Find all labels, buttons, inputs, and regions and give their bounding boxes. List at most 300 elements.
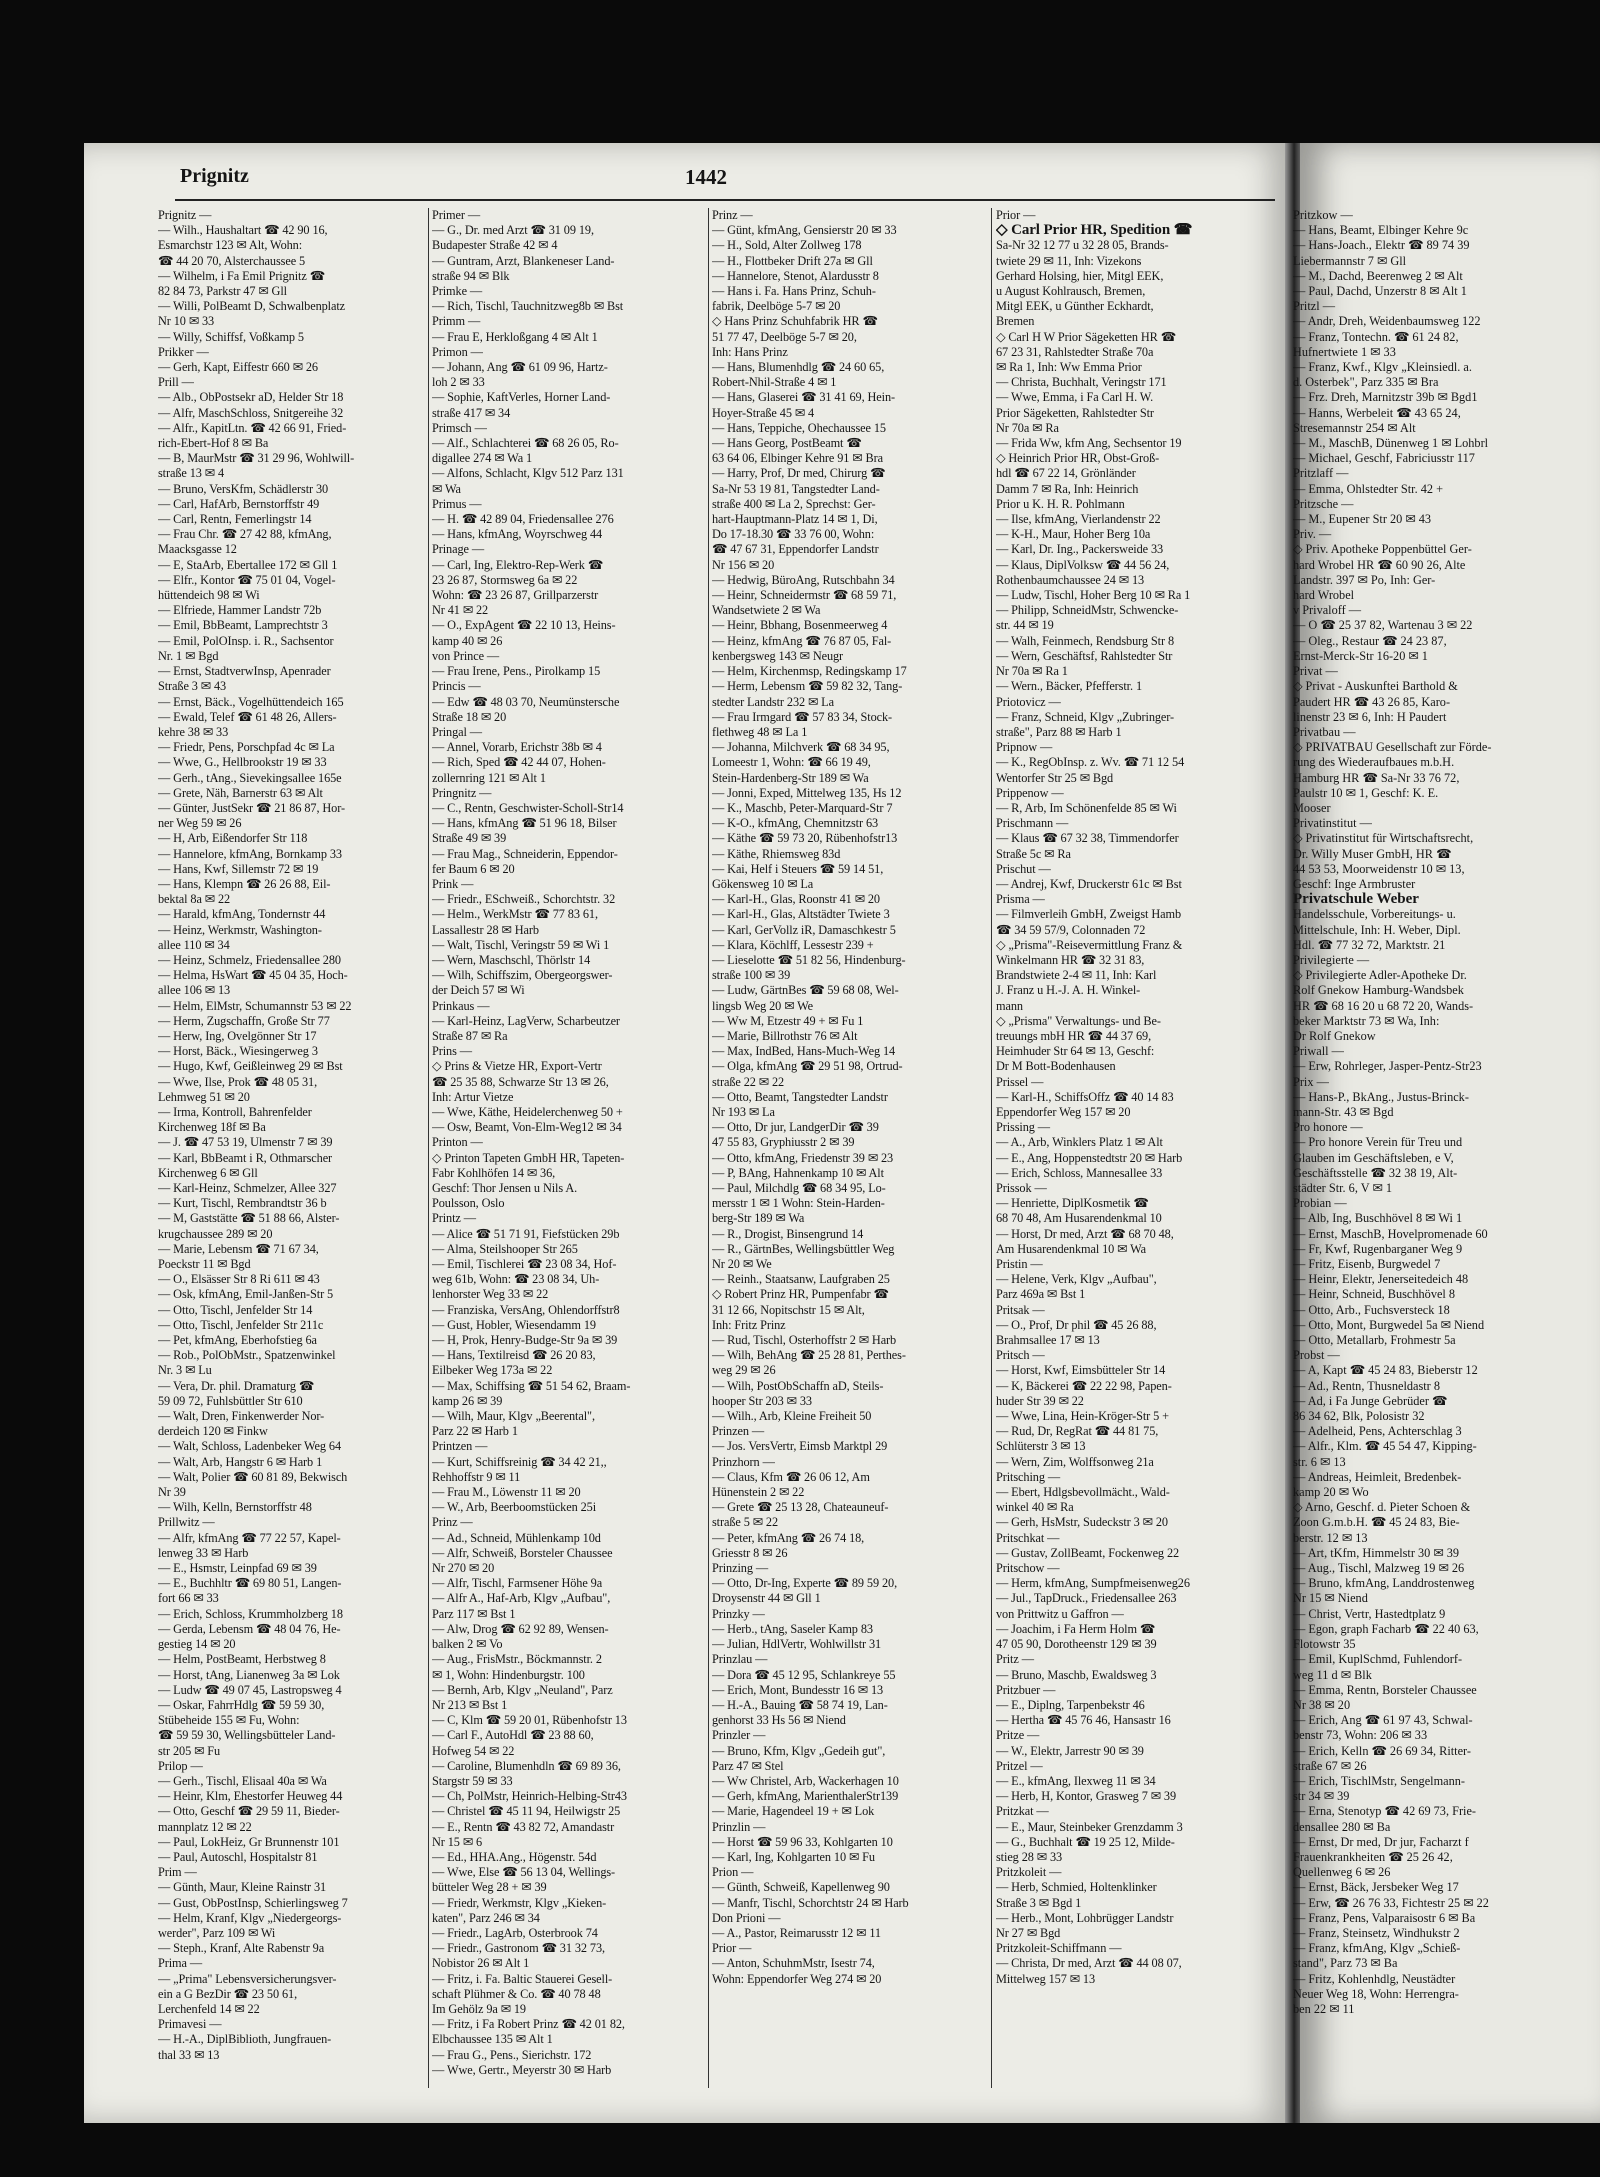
directory-entry-line: ein a G BezDir ☎ 23 50 61, xyxy=(158,1986,298,2001)
facing-page-column xyxy=(1293,208,1593,2017)
directory-column-1 xyxy=(158,208,443,2063)
directory-entry-line: — Ernst, Bäck., Vogelhüttendeich 165 xyxy=(158,694,344,709)
directory-entry-line: — Filmverleih GmbH, Zweigst Hamb xyxy=(996,907,1181,922)
directory-entry-line: — O ☎ 25 37 82, Wartenau 3 ✉ 22 xyxy=(1293,618,1473,633)
directory-entry-line: — Adelheid, Pens, Achterschlag 3 xyxy=(1293,1424,1462,1439)
directory-entry-line: Winkelmann HR ☎ 32 31 83, xyxy=(996,952,1145,967)
directory-entry-line: Nr 41 ✉ 22 xyxy=(432,603,489,618)
directory-entry-line: lenweg 33 ✉ Harb xyxy=(158,1545,249,1560)
directory-entry-line: — Käthe ☎ 59 73 20, Rübenhofstr13 xyxy=(712,831,898,846)
directory-entry-line: — Christa, Buchhalt, Veringstr 171 xyxy=(996,375,1167,390)
directory-entry-line: — Herb., Mont, Lohbrügger Landstr xyxy=(996,1910,1174,1925)
directory-entry-line: Priv. — xyxy=(1293,527,1332,542)
directory-entry-line: — Alf., Schlachterei ☎ 68 26 05, Ro- xyxy=(432,436,619,451)
directory-entry-line: Primer — xyxy=(432,208,481,222)
directory-entry-line: — Heinr, Bbhang, Bosenmeerweg 4 xyxy=(712,618,888,633)
directory-entry-line: — Klaus ☎ 67 32 38, Timmendorfer xyxy=(996,831,1179,846)
directory-entry-line: Sa-Nr 53 19 81, Tangstedter Land- xyxy=(712,481,880,496)
directory-entry-line: Prissok — xyxy=(996,1181,1047,1195)
directory-entry-line: — Frau Irene, Pens., Pirolkamp 15 xyxy=(432,664,601,679)
directory-entry-line: — Erich, Mont, Bundesstr 16 ✉ 13 xyxy=(712,1682,884,1697)
directory-entry-line: — O., Prof, Dr phil ☎ 45 26 88, xyxy=(996,1317,1157,1332)
directory-entry-line: — Lieselotte ☎ 51 82 56, Hindenburg- xyxy=(712,952,906,967)
directory-entry-line: — E., Maur, Steinbeker Grenzdamm 3 xyxy=(996,1819,1183,1834)
directory-entry-line: — Willi, PolBeamt D, Schwalbenplatz xyxy=(158,299,346,314)
directory-entry-line: J. Franz u H.-J. A. H. Winkel- xyxy=(996,983,1141,998)
directory-entry-line: Prignitz — xyxy=(158,208,212,222)
directory-entry-line: — E., Hsmstr, Leinpfad 69 ✉ 39 xyxy=(158,1561,317,1576)
directory-entry-line: Am Husarendenkmal 10 ✉ Wa xyxy=(996,1241,1147,1256)
directory-entry-line: — Rud, Dr, RegRat ☎ 44 81 75, xyxy=(996,1424,1159,1439)
directory-entry-line: — Carl, Ing, Elektro-Rep-Werk ☎ xyxy=(432,557,604,572)
directory-entry-line: Hoyer-Straße 45 ✉ 4 xyxy=(712,405,815,420)
directory-entry-line: — Ernst, MaschB, Hovelpromenade 60 xyxy=(1293,1226,1488,1241)
directory-entry-line: — Helm., WerkMstr ☎ 77 83 61, xyxy=(432,907,598,922)
directory-entry-line: — Emma, Ohlstedter Str. 42 + xyxy=(1293,481,1444,496)
directory-entry-line: — Walt, Dren, Finkenwerder Nor- xyxy=(158,1409,325,1424)
directory-entry-line: ◇ Arno, Geschf. d. Pieter Schoen & xyxy=(1293,1500,1471,1515)
directory-entry-line: HR ☎ 68 16 20 u 68 72 20, Wands- xyxy=(1293,998,1474,1013)
directory-entry-line: Neuer Weg 18, Wohn: Herrengra- xyxy=(1293,1986,1459,2001)
directory-entry-line: Prischut — xyxy=(996,861,1051,876)
directory-entry-line: benstr 73, Wohn: 206 ✉ 33 xyxy=(1293,1728,1428,1743)
directory-entry-line: — Fritz, i. Fa. Baltic Stauerei Gesell- xyxy=(432,1971,613,1986)
directory-entry-line: — Hans, Kwf, Sillemstr 72 ✉ 19 xyxy=(158,861,319,876)
directory-entry-line: Rehhoffstr 9 ✉ 11 xyxy=(432,1469,521,1484)
directory-entry-line: Stein-Hardenberg-Str 189 ✉ Wa xyxy=(712,770,869,785)
directory-entry-line: ◇ Robert Prinz HR, Pumpenfabr ☎ xyxy=(712,1287,889,1302)
directory-entry-line: Paudert HR ☎ 43 26 85, Karo- xyxy=(1293,694,1451,709)
directory-entry-line: — Otto, Dr-Ing, Experte ☎ 89 59 20, xyxy=(712,1576,898,1591)
directory-entry-line: — Sophie, KaftVerles, Horner Land- xyxy=(432,390,611,405)
directory-entry-line: Pristin — xyxy=(996,1257,1043,1272)
directory-entry-line: — Frau Mag., Schneiderin, Eppendor- xyxy=(432,846,618,861)
directory-entry-line: — Alfr, Tischl, Farmsener Höhe 9a xyxy=(432,1576,603,1591)
directory-entry-line: Droysenstr 44 ✉ Gll 1 xyxy=(712,1591,821,1606)
directory-entry-line: — Joachim, i Fa Herm Holm ☎ xyxy=(996,1621,1156,1636)
directory-entry-line: — Herb, Schmied, Holtenklinker xyxy=(996,1880,1157,1895)
directory-column-4 xyxy=(996,208,1281,1987)
directory-entry-line: — Walt, Polier ☎ 60 81 89, Bekwisch xyxy=(158,1469,348,1484)
directory-entry-line: 59 09 72, Fuhlsbüttler Str 610 xyxy=(158,1393,303,1408)
directory-entry-line: — Otto, Metallarb, Frohmestr 5a xyxy=(1293,1333,1456,1348)
directory-entry-line: — Alw, Drog ☎ 62 92 89, Wensen- xyxy=(432,1621,609,1636)
directory-entry-line: ✉ Wa xyxy=(432,481,461,496)
directory-entry-line: densallee 280 ✉ Ba xyxy=(1293,1819,1391,1834)
directory-entry-line: ◇ Privilegierte Adler-Apotheke Dr. xyxy=(1293,968,1467,983)
directory-entry-line: Pritsch — xyxy=(996,1348,1045,1363)
directory-entry-line: — Franz, Kwf., Klgv „Kleinsiedl. a. xyxy=(1293,360,1472,375)
directory-entry-line: — Marie, Hagendeel 19 + ✉ Lok xyxy=(712,1804,875,1819)
directory-entry-line: — Hannelore, Stenot, Alardusstr 8 xyxy=(712,268,879,283)
directory-entry-line: — Julian, HdlVertr, Wohlwillstr 31 xyxy=(712,1637,882,1652)
directory-entry-line: straße 417 ✉ 34 xyxy=(432,405,511,420)
directory-entry-line: Prinz — xyxy=(432,1515,473,1530)
directory-entry-line: Privatinstitut — xyxy=(1293,816,1372,831)
directory-entry-line: Glauben im Geschäftsleben, e V, xyxy=(1293,1150,1454,1165)
directory-entry-line: — Bruno, Kfm, Klgv „Gedeih gut", xyxy=(712,1743,886,1758)
directory-entry-line: Zoon G.m.b.H. ☎ 45 24 83, Bie- xyxy=(1293,1515,1460,1530)
directory-entry-line: — Walh, Feinmech, Rendsburg Str 8 xyxy=(996,633,1174,648)
directory-entry-line: fer Baum 6 ✉ 20 xyxy=(432,861,515,876)
directory-entry-line: — Fritz, i Fa Robert Prinz ☎ 42 01 82, xyxy=(432,2017,625,2032)
directory-entry-line: Prior u K. H. R. Pohlmann xyxy=(996,496,1125,511)
directory-entry-line: Wohn: ☎ 23 26 87, Grillparzerstr xyxy=(432,588,599,603)
directory-entry-line: — Claus, Kfm ☎ 26 06 12, Am xyxy=(712,1469,870,1484)
directory-entry-line: — Paul, Milchdlg ☎ 68 34 95, Lo- xyxy=(712,1181,886,1195)
directory-entry-line: — Caroline, Blumenhdln ☎ 69 89 36, xyxy=(432,1758,621,1773)
directory-entry-line: Stübeheide 155 ✉ Fu, Wohn: xyxy=(158,1713,300,1728)
directory-entry-line: — Klara, Köchlff, Lessestr 239 + xyxy=(712,937,874,952)
directory-entry-line: hart-Hauptmann-Platz 14 ✉ 1, Di, xyxy=(712,512,878,527)
directory-entry-line: — Wwe, G., Hellbrookstr 19 ✉ 33 xyxy=(158,755,327,770)
directory-entry-line: — Hans, Glaserei ☎ 31 41 69, Hein- xyxy=(712,390,896,405)
directory-entry-line: 68 70 48, Am Husarendenkmal 10 xyxy=(996,1211,1162,1226)
directory-entry-line: — Ewald, Telef ☎ 61 48 26, Allers- xyxy=(158,709,337,724)
directory-entry-line: — K, Bäckerei ☎ 22 22 98, Papen- xyxy=(996,1378,1172,1393)
directory-entry-line: hüttendeich 98 ✉ Wi xyxy=(158,588,260,603)
directory-entry-line: — Wilh., Haushaltart ☎ 42 90 16, xyxy=(158,223,328,238)
directory-entry-line: — H.-A., Bauing ☎ 58 74 19, Lan- xyxy=(712,1697,888,1712)
directory-entry-line: — Elfr., Kontor ☎ 75 01 04, Vogel- xyxy=(158,572,336,587)
directory-entry-line: — Erich, Ang ☎ 61 97 43, Schwal- xyxy=(1293,1713,1473,1728)
directory-entry-line: Nr 10 ✉ 33 xyxy=(158,314,215,329)
directory-entry-line: ☎ 34 59 57/9, Colonnaden 72 xyxy=(996,922,1146,937)
directory-entry-line: — Otto, Geschf ☎ 29 59 11, Bieder- xyxy=(158,1804,340,1819)
directory-entry-line: — H, Prok, Henry-Budge-Str 9a ✉ 39 xyxy=(432,1333,618,1348)
directory-entry-line: Pritzlaff — xyxy=(1293,466,1349,481)
directory-entry-line: — Fritz, Eisenb, Burgwedel 7 xyxy=(1293,1257,1441,1272)
directory-entry-line: Damm 7 ✉ Ra, Inh: Heinrich xyxy=(996,481,1139,496)
directory-entry-line: fort 66 ✉ 33 xyxy=(158,1591,219,1606)
directory-entry-line: Gerhard Holsing, hier, Mitgl EEK, xyxy=(996,268,1164,283)
directory-entry-line: — Horst, Bäck., Wiesingerweg 3 xyxy=(158,1044,318,1059)
directory-entry-line: — Hanns, Werbeleit ☎ 43 65 24, xyxy=(1293,405,1461,420)
directory-entry-line: — R., GärtnBes, Wellingsbüttler Weg xyxy=(712,1241,895,1256)
directory-entry-line: Pritzkow — xyxy=(1293,208,1353,222)
directory-entry-line: Primke — xyxy=(432,284,483,299)
directory-entry-line: — Wern., Bäcker, Pfefferstr. 1 xyxy=(996,679,1142,694)
directory-entry-line: — Wwe, Käthe, Heidelerchenweg 50 + xyxy=(432,1104,623,1119)
directory-entry-line: — Annel, Vorarb, Erichstr 38b ✉ 4 xyxy=(432,740,602,755)
directory-entry-line: hard Wrobel xyxy=(1293,588,1355,603)
directory-entry-line: — Erich, Schloss, Krummholzberg 18 xyxy=(158,1606,343,1621)
directory-entry-line: Privat — xyxy=(1293,664,1338,679)
directory-entry-line: — Elfriede, Hammer Landstr 72b xyxy=(158,603,322,618)
directory-entry-line: — Frau M., Löwenstr 11 ✉ 20 xyxy=(432,1485,581,1500)
directory-entry-line: — Harry, Prof, Dr med, Chirurg ☎ xyxy=(712,466,886,481)
directory-entry-line: Pritschkat — xyxy=(996,1530,1060,1545)
directory-entry-line: Prink — xyxy=(432,876,474,891)
directory-entry-line: — Bernh, Arb, Klgv „Neuland", Parz xyxy=(432,1682,613,1697)
directory-entry-line: str 34 ✉ 39 xyxy=(1293,1789,1350,1804)
directory-entry-line: — Emil, BbBeamt, Lamprechtstr 3 xyxy=(158,618,328,633)
directory-entry-line: berstr. 12 ✉ 13 xyxy=(1293,1530,1368,1545)
directory-entry-line: — Wern, Maschschl, Thörlstr 14 xyxy=(432,952,591,967)
directory-entry-line: — Art, tKfm, Himmelstr 30 ✉ 39 xyxy=(1293,1545,1460,1560)
directory-entry-line: — Hans Georg, PostBeamt ☎ xyxy=(712,436,862,451)
directory-entry-line: — H.-A., DiplBiblioth, Jungfrauen- xyxy=(158,2032,332,2047)
directory-entry-line: — Marie, Billrothstr 76 ✉ Alt xyxy=(712,1028,858,1043)
directory-entry-line: Handelsschule, Vorbereitungs- u. xyxy=(1293,907,1456,922)
directory-entry-line: Printz — xyxy=(432,1211,476,1226)
directory-entry-line: — Hannelore, kfmAng, Bornkamp 33 xyxy=(158,846,342,861)
directory-entry-line: — Günter, JustSekr ☎ 21 86 87, Hor- xyxy=(158,800,345,815)
directory-entry-line: Priwall — xyxy=(1293,1044,1344,1059)
directory-entry-line: — Paul, Autoschl, Hospitalstr 81 xyxy=(158,1849,318,1864)
directory-entry-line: Kirchenweg 18f ✉ Ba xyxy=(158,1120,266,1135)
directory-entry-line: 44 53 53, Moorweidenstr 10 ✉ 13, xyxy=(1293,861,1465,876)
directory-entry-line: — Wern, Geschäftsf, Rahlstedter Str xyxy=(996,648,1173,663)
directory-entry-line: — Ch, PolMstr, Heinrich-Helbing-Str43 xyxy=(432,1789,627,1804)
directory-entry-line: Brandstwiete 2-4 ✉ 11, Inh: Karl xyxy=(996,968,1157,983)
directory-entry-line: — Johanna, Milchverk ☎ 68 34 95, xyxy=(712,740,890,755)
directory-entry-line: bektal 8a ✉ 22 xyxy=(158,892,231,907)
directory-entry-line: 86 34 62, Blk, Polosistr 32 xyxy=(1293,1409,1425,1424)
directory-entry-line: Quellenweg 6 ✉ 26 xyxy=(1293,1865,1391,1880)
directory-entry-line: — Horst, Dr med, Arzt ☎ 68 70 48, xyxy=(996,1226,1174,1241)
directory-entry-line: — Alfr., Klm. ☎ 45 54 47, Kipping- xyxy=(1293,1439,1477,1454)
directory-entry-line: — Herb, H, Kontor, Grasweg 7 ✉ 39 xyxy=(996,1789,1177,1804)
directory-entry-line: — Karl-Heinz, Schmelzer, Allee 327 xyxy=(158,1181,337,1195)
directory-entry-line: Pritze — xyxy=(996,1728,1040,1743)
directory-entry-line: — Wilh, PostObSchaffn aD, Steils- xyxy=(712,1378,884,1393)
directory-entry-line: Straße 87 ✉ Ra xyxy=(432,1028,508,1043)
directory-entry-line: — Ludw ☎ 49 07 45, Lastropsweg 4 xyxy=(158,1682,342,1697)
directory-entry-line: — Harald, kfmAng, Tondernstr 44 xyxy=(158,907,326,922)
directory-entry-line: schaft Plühmer & Co. ☎ 40 78 48 xyxy=(432,1986,601,2001)
directory-entry-line: — Frz. Dreh, Marnitzstr 39b ✉ Bgd1 xyxy=(1293,390,1478,405)
directory-entry-line: hard Wrobel HR ☎ 60 90 26, Alte xyxy=(1293,557,1466,572)
directory-entry-line: — Franziska, VersAng, Ohlendorffstr8 xyxy=(432,1302,620,1317)
directory-entry-line: — Hans-Joach., Elektr ☎ 89 74 39 xyxy=(1293,238,1470,253)
directory-entry-line: allee 110 ✉ 34 xyxy=(158,937,230,952)
directory-entry-line: ◇ Carl Prior HR, Spedition ☎ xyxy=(996,223,1193,239)
directory-entry-line: Prillwitz — xyxy=(158,1515,215,1530)
directory-entry-line: fabrik, Deelböge 5-7 ✉ 20 xyxy=(712,299,841,314)
directory-entry-line: Straße 49 ✉ 39 xyxy=(432,831,507,846)
directory-entry-line: Prior Sägeketten, Rahlstedter Str xyxy=(996,405,1154,420)
directory-entry-line: ◇ Prins & Vietze HR, Export-Vertr xyxy=(432,1059,602,1074)
directory-entry-line: — O., Elsässer Str 8 Ri 611 ✉ 43 xyxy=(158,1272,320,1287)
directory-entry-line: Prinzen — xyxy=(712,1424,765,1439)
directory-entry-line: Prix — xyxy=(1293,1074,1329,1089)
directory-entry-line: — Emil, KuplSchmd, Fuhlendorf- xyxy=(1293,1652,1463,1667)
directory-entry-line: Prinage — xyxy=(432,542,485,557)
directory-entry-line: Prinz — xyxy=(712,208,753,222)
directory-entry-line: Poulsson, Oslo xyxy=(432,1196,505,1211)
directory-entry-line: Prior — xyxy=(996,208,1036,222)
directory-entry-line: weg 11 d ✉ Blk xyxy=(1293,1667,1372,1682)
directory-entry-line: — Grete, Näh, Barnerstr 63 ✉ Alt xyxy=(158,785,323,800)
directory-entry-line: Pritzel — xyxy=(996,1758,1043,1773)
directory-entry-line: — Hans, Textilreisd ☎ 26 20 83, xyxy=(432,1348,596,1363)
directory-entry-line: genhorst 33 Hs 56 ✉ Niend xyxy=(712,1713,846,1728)
directory-entry-line: Prior — xyxy=(712,1941,752,1956)
directory-entry-line: ✉ Ra 1, Inh: Ww Emma Prior xyxy=(996,360,1142,375)
directory-entry-line: — Christ, Vertr, Hastedtplatz 9 xyxy=(1293,1606,1446,1621)
directory-entry-line: — E., Rentn ☎ 43 82 72, Amandastr xyxy=(432,1819,615,1834)
directory-entry-line: d. Osterbek", Parz 335 ✉ Bra xyxy=(1293,375,1439,390)
directory-entry-line: Primon — xyxy=(432,344,483,359)
directory-entry-line: — Gerh., tAng., Sievekingsallee 165e xyxy=(158,770,342,785)
directory-entry-line: Parz 22 ✉ Harb 1 xyxy=(432,1424,518,1439)
directory-entry-line: Geschf: Thor Jensen u Nils A. xyxy=(432,1181,578,1195)
directory-entry-line: — Alfr, Schweiß, Borsteler Chaussee xyxy=(432,1545,613,1560)
directory-entry-line: Hünenstein 2 ✉ 22 xyxy=(712,1485,805,1500)
directory-entry-line: — Heinr, Klm, Ehestorfer Heuweg 44 xyxy=(158,1789,343,1804)
directory-entry-line: — Otto, kfmAng, Friedenstr 39 ✉ 23 xyxy=(712,1150,894,1165)
directory-entry-line: Probian — xyxy=(1293,1196,1347,1211)
directory-entry-line: — Oleg., Restaur ☎ 24 23 87, xyxy=(1293,633,1447,648)
directory-entry-line: — Franz, Schneid, Klgv „Zubringer- xyxy=(996,709,1175,724)
directory-entry-line: — B, MaurMstr ☎ 31 29 96, Wohlwill- xyxy=(158,451,355,466)
directory-entry-line: — Gust, Hobler, Wiesendamm 19 xyxy=(432,1317,596,1332)
directory-entry-line: ◇ „Prisma" Verwaltungs- und Be- xyxy=(996,1013,1161,1028)
directory-entry-line: — A., Arb, Winklers Platz 1 ✉ Alt xyxy=(996,1135,1163,1150)
directory-entry-line: — Wilhelm, i Fa Emil Prignitz ☎ xyxy=(158,268,325,283)
directory-entry-line: Pripnow — xyxy=(996,740,1053,755)
directory-entry-line: — Carl F., AutoHdl ☎ 23 88 60, xyxy=(432,1728,594,1743)
directory-entry-line: — Edw ☎ 48 03 70, Neumünstersche xyxy=(432,694,620,709)
directory-entry-line: Privatschule Weber xyxy=(1293,892,1419,908)
directory-entry-line: ◇ Privatinstitut für Wirtschaftsrecht, xyxy=(1293,831,1474,846)
directory-entry-line: — Ernst, StadtverwInsp, Apenrader xyxy=(158,664,331,679)
directory-entry-line: — K-O., kfmAng, Chemnitzstr 63 xyxy=(712,816,879,831)
directory-entry-line: — K., Maschb, Peter-Marquard-Str 7 xyxy=(712,800,893,815)
directory-column-2 xyxy=(432,208,717,2078)
directory-entry-line: — Ad., Schneid, Mühlenkamp 10d xyxy=(432,1530,601,1545)
directory-entry-line: — Hedwig, BüroAng, Rutschbahn 34 xyxy=(712,572,895,587)
directory-entry-line: u August Kohlrausch, Bremen, xyxy=(996,284,1146,299)
directory-entry-line: — A, Kapt ☎ 45 24 83, Bieberstr 12 xyxy=(1293,1363,1478,1378)
directory-entry-line: Pritzkat — xyxy=(996,1804,1049,1819)
directory-entry-line: — Frida Ww, kfm Ang, Sechsentor 19 xyxy=(996,436,1182,451)
directory-entry-line: — M., Dachd, Beerenweg 2 ✉ Alt xyxy=(1293,268,1463,283)
directory-entry-line: — Johann, Ang ☎ 61 09 96, Hartz- xyxy=(432,360,608,375)
directory-entry-line: — Andreas, Heimleit, Bredenbek- xyxy=(1293,1469,1462,1484)
directory-entry-line: — Erw, Rohrleger, Jasper-Pentz-Str23 xyxy=(1293,1059,1482,1074)
directory-entry-line: — Irma, Kontroll, Bahrenfelder xyxy=(158,1104,312,1119)
directory-entry-line: — C., Rentn, Geschwister-Scholl-Str14 xyxy=(432,800,624,815)
directory-entry-line: Prinkaus — xyxy=(432,998,490,1013)
directory-entry-line: Prilop — xyxy=(158,1758,203,1773)
directory-entry-line: — Bruno, kfmAng, Landdrostenweg xyxy=(1293,1576,1475,1591)
directory-entry-line: Primavesi — xyxy=(158,2017,222,2032)
directory-entry-line: — Erich, Schloss, Mannesallee 33 xyxy=(996,1165,1163,1180)
directory-entry-line: — Alb, Ing, Buschhövel 8 ✉ Wi 1 xyxy=(1293,1211,1463,1226)
directory-entry-line: — E., Ang, Hoppenstedtstr 20 ✉ Harb xyxy=(996,1150,1183,1165)
directory-entry-line: Hufnertwiete 1 ✉ 33 xyxy=(1293,344,1396,359)
directory-entry-line: Pro honore — xyxy=(1293,1120,1363,1135)
directory-entry-line: — H., Flottbeker Drift 27a ✉ Gll xyxy=(712,253,873,268)
directory-entry-line: — Hans, Teppiche, Ohechaussee 15 xyxy=(712,420,886,435)
directory-entry-line: — Pro honore Verein für Treu und xyxy=(1293,1135,1463,1150)
directory-entry-line: Nr. 3 ✉ Lu xyxy=(158,1363,212,1378)
directory-entry-line: — Ww Christel, Arb, Wackerhagen 10 xyxy=(712,1773,899,1788)
directory-entry-line: — K., RegObInsp. z. Wv. ☎ 71 12 54 xyxy=(996,755,1185,770)
directory-entry-line: — Aug., Tischl, Malzweg 19 ✉ 26 xyxy=(1293,1561,1465,1576)
directory-entry-line: Frauenkrankheiten ☎ 25 26 42, xyxy=(1293,1849,1453,1864)
directory-entry-line: — W., Elektr, Jarrestr 90 ✉ 39 xyxy=(996,1743,1144,1758)
directory-entry-line: — Gust, ObPostInsp, Schierlingsweg 7 xyxy=(158,1895,348,1910)
directory-entry-line: — Ludw, GärtnBes ☎ 59 68 08, Wel- xyxy=(712,983,899,998)
directory-entry-line: — Franz, Steinsetz, Windhukstr 2 xyxy=(1293,1925,1460,1940)
directory-entry-line: Dr M Bott-Bodenhausen xyxy=(996,1059,1116,1074)
directory-entry-line: — Frau G., Pens., Sierichstr. 172 xyxy=(432,2047,592,2062)
directory-entry-line: — Michael, Geschf, Fabriciusstr 117 xyxy=(1293,451,1475,466)
directory-entry-line: 67 23 31, Rahlstedter Straße 70a xyxy=(996,344,1154,359)
directory-entry-line: weg 29 ✉ 26 xyxy=(712,1363,776,1378)
directory-entry-line: Priotovicz — xyxy=(996,694,1061,709)
directory-entry-line: — G., Dr. med Arzt ☎ 31 09 19, xyxy=(432,223,594,238)
directory-entry-line: kamp 26 ✉ 39 xyxy=(432,1393,503,1408)
directory-entry-line: Prikker — xyxy=(158,344,209,359)
directory-entry-line: v Privaloff — xyxy=(1293,603,1362,618)
directory-entry-line: — Vera, Dr. phil. Dramaturg ☎ xyxy=(158,1378,315,1393)
directory-entry-line: — Frau E, Herkloßgang 4 ✉ Alt 1 xyxy=(432,329,598,344)
directory-entry-line: — Alfr, kfmAng ☎ 77 22 57, Kapel- xyxy=(158,1530,341,1545)
directory-entry-line: — Christel ☎ 45 11 94, Heilwigstr 25 xyxy=(432,1804,621,1819)
directory-entry-line: Eppendorfer Weg 157 ✉ 20 xyxy=(996,1104,1131,1119)
directory-entry-line: straße 13 ✉ 4 xyxy=(158,466,225,481)
directory-entry-line: — Helm, Kirchenmsp, Redingskamp 17 xyxy=(712,664,907,679)
directory-entry-line: — Alfr., KapitLtn. ☎ 42 66 91, Fried- xyxy=(158,420,347,435)
directory-entry-line: hooper Str 203 ✉ 33 xyxy=(712,1393,812,1408)
directory-entry-line: — Fritz, Kohlenhdlg, Neustädter xyxy=(1293,1971,1456,1986)
directory-entry-line: ◇ Priv. Apotheke Poppenbüttel Ger- xyxy=(1293,542,1472,557)
directory-entry-line: — Heinr, Schneidermstr ☎ 68 59 71, xyxy=(712,588,897,603)
directory-entry-line: — Friedr., LagArb, Osterbrook 74 xyxy=(432,1925,598,1940)
directory-entry-line: — Carl, HafArb, Bernstorffstr 49 xyxy=(158,496,320,511)
directory-entry-line: — Olga, kfmAng ☎ 29 51 98, Ortrud- xyxy=(712,1059,903,1074)
directory-entry-line: — Herw, Ing, Ovelgönner Str 17 xyxy=(158,1028,317,1043)
directory-entry-line: — Ernst, Dr med, Dr jur, Facharzt f xyxy=(1293,1834,1469,1849)
directory-entry-line: str. 44 ✉ 19 xyxy=(996,618,1054,633)
directory-entry-line: städter Str. 6, V ✉ 1 xyxy=(1293,1181,1393,1195)
directory-entry-line: Primus — xyxy=(432,496,482,511)
directory-entry-line: — Bruno, VersKfm, Schädlerstr 30 xyxy=(158,481,329,496)
directory-entry-line: Princis — xyxy=(432,679,481,694)
directory-entry-line: rich-Ebert-Hof 8 ✉ Ba xyxy=(158,436,269,451)
directory-entry-line: — R., Drogist, Binsengrund 14 xyxy=(712,1226,864,1241)
directory-entry-line: lingsb Weg 20 ✉ We xyxy=(712,998,814,1013)
directory-entry-line: — „Prima" Lebensversicherungsver- xyxy=(158,1971,337,1986)
directory-entry-line: — Heinr, Elektr, Jenerseitedeich 48 xyxy=(1293,1272,1469,1287)
directory-entry-line: Mittelweg 157 ✉ 13 xyxy=(996,1971,1096,1986)
directory-entry-line: Wentorfer Str 25 ✉ Bgd xyxy=(996,770,1114,785)
directory-entry-line: — H, Arb, Eißendorfer Str 118 xyxy=(158,831,308,846)
directory-entry-line: — O., ExpAgent ☎ 22 10 13, Heins- xyxy=(432,618,616,633)
directory-entry-line: — Helene, Verk, Klgv „Aufbau", xyxy=(996,1272,1157,1287)
directory-entry-line: — Fr, Kwf, Rugenbarganer Weg 9 xyxy=(1293,1241,1463,1256)
directory-entry-line: — Günth, Schweiß, Kapellenweg 90 xyxy=(712,1880,890,1895)
directory-entry-line: 82 84 73, Parkstr 47 ✉ Gll xyxy=(158,284,287,299)
directory-entry-line: Prill — xyxy=(158,375,194,390)
directory-entry-line: kenbergsweg 143 ✉ Neugr xyxy=(712,648,844,663)
directory-entry-line: — Egon, graph Facharb ☎ 22 40 63, xyxy=(1293,1621,1479,1636)
directory-entry-line: straße 22 ✉ 22 xyxy=(712,1074,785,1089)
directory-entry-line: — Hans, kfmAng ☎ 51 96 18, Bilser xyxy=(432,816,617,831)
directory-entry-line: — E., Buchhltr ☎ 69 80 51, Langen- xyxy=(158,1576,342,1591)
directory-entry-line: — Otto, Tischl, Jenfelder Str 211c xyxy=(158,1317,324,1332)
directory-entry-line: — Gerda, Lebensm ☎ 48 04 76, He- xyxy=(158,1621,341,1636)
directory-entry-line: — Otto, Tischl, Jenfelder Str 14 xyxy=(158,1302,313,1317)
directory-entry-line: str 205 ✉ Fu xyxy=(158,1743,221,1758)
directory-entry-line: Paulstr 10 ✉ 1, Geschf: K. E. xyxy=(1293,785,1439,800)
directory-entry-line: — Wwe, Else ☎ 56 13 04, Wellings- xyxy=(432,1865,616,1880)
directory-entry-line: Esmarchstr 123 ✉ Alt, Wohn: xyxy=(158,238,303,253)
